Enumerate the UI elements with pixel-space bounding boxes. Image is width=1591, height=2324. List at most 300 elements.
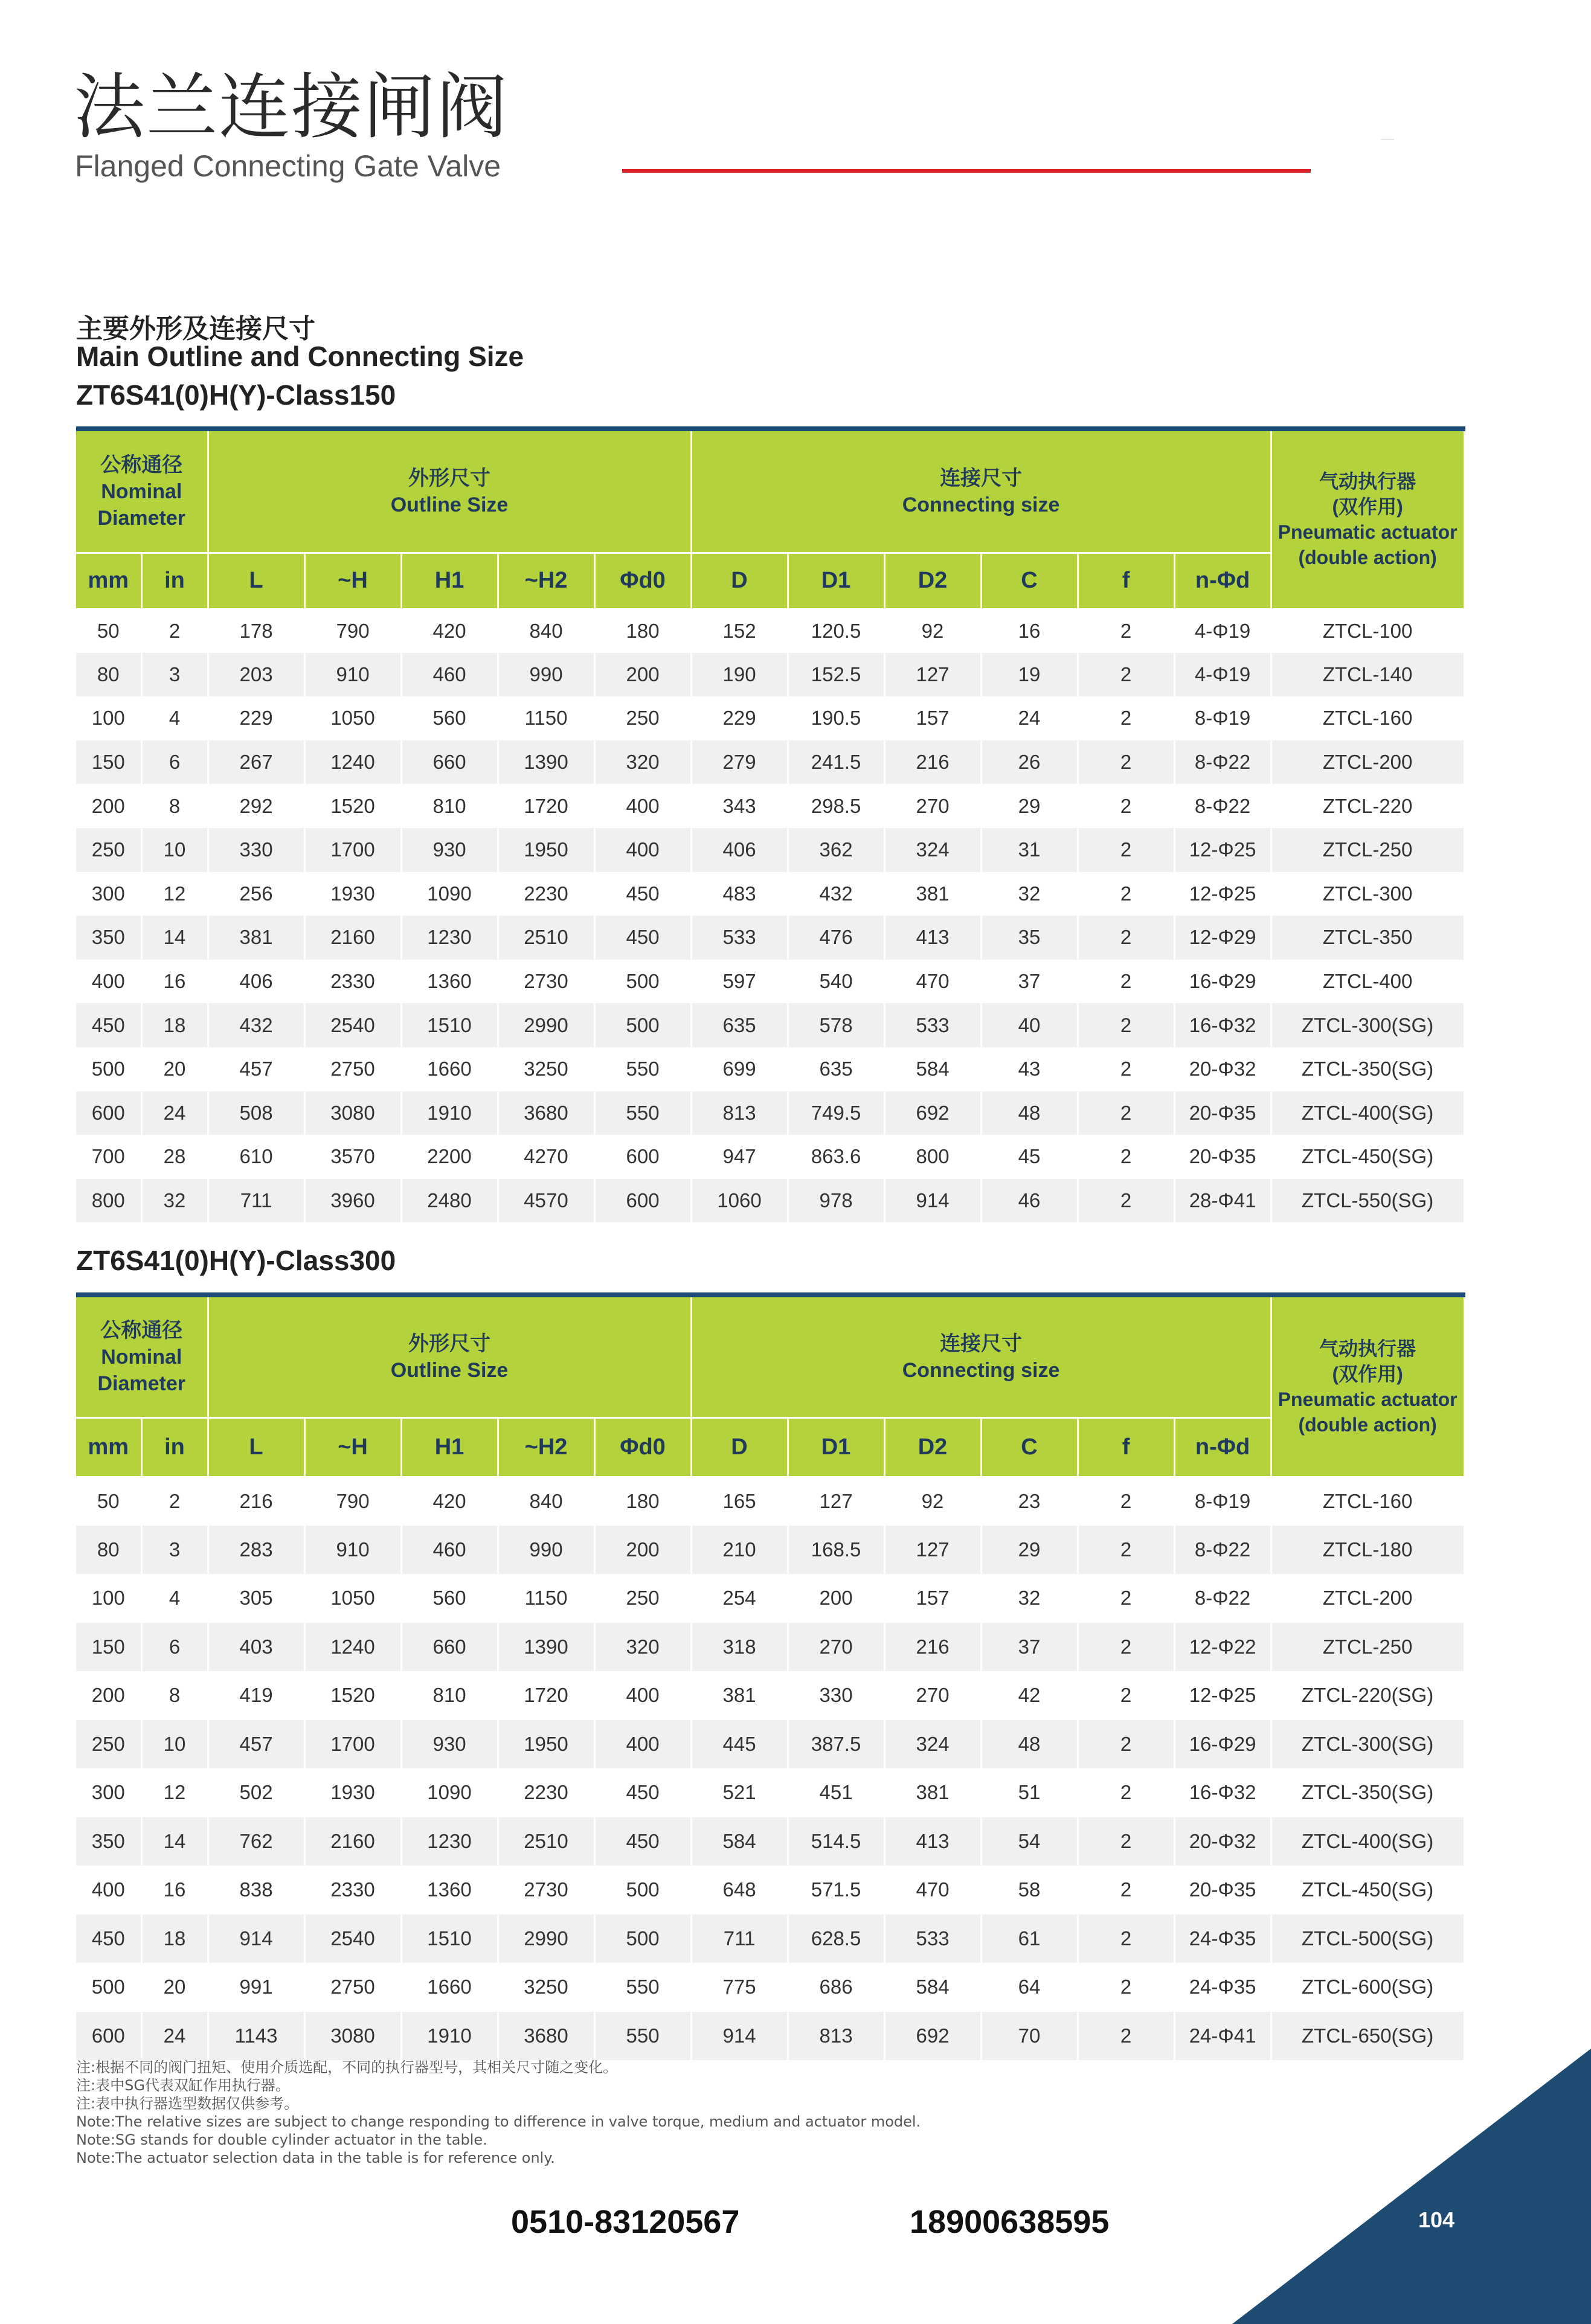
column-header: ~H [304,1417,401,1477]
table-cell: 8-Φ22 [1174,740,1271,785]
table-cell: 2 [1078,784,1174,828]
table-cell: 2 [1078,2012,1174,2061]
table-cell: 1520 [304,784,401,828]
table-cell: 4 [141,696,208,740]
table-cell: 550 [594,2012,691,2061]
header-nominal-diameter: 公称通径 Nominal Diameter [76,429,208,553]
table-cell: 127 [884,1526,981,1574]
table-cell: 483 [691,872,788,916]
table-cell: 305 [208,1574,304,1623]
table-cell: 500 [594,960,691,1004]
table-cell: 200 [76,1671,141,1720]
table-cell: ZTCL-600(SG) [1271,1963,1464,2012]
table-cell: 1950 [498,828,594,872]
table-cell: 450 [594,916,691,960]
table-cell: 2 [1078,872,1174,916]
note-line: Note:The actuator selection data in the table is for reference only. [76,2149,555,2166]
table-cell: 267 [208,740,304,785]
table-cell: 400 [76,960,141,1004]
table-cell: 790 [304,609,401,653]
table-cell: 190.5 [788,696,884,740]
table-cell: 8 [141,1671,208,1720]
table-cell: 500 [76,1963,141,2012]
table-cell: 406 [208,960,304,1004]
table-cell: 20 [141,1047,208,1091]
table-cell: 1510 [401,1915,498,1963]
table-cell: 2 [1078,828,1174,872]
table-cell: 699 [691,1047,788,1091]
phone-number-landline: 0510-83120567 [511,2204,740,2240]
table-cell: 250 [76,828,141,872]
table-cell: 635 [691,1003,788,1047]
table-cell: 70 [981,2012,1078,2061]
table-cell: 2 [1078,740,1174,785]
table-cell: 2 [1078,916,1174,960]
table-cell: 1360 [401,1866,498,1915]
table-cell: 1230 [401,916,498,960]
table-cell: 500 [594,1915,691,1963]
table-cell: 8-Φ19 [1174,696,1271,740]
table-cell: 190 [691,653,788,697]
table-cell: ZTCL-650(SG) [1271,2012,1464,2061]
table-cell: 4 [141,1574,208,1623]
table-cell: 1060 [691,1179,788,1223]
table-cell: 381 [884,872,981,916]
table-cell: 571.5 [788,1866,884,1915]
table-cell: 914 [884,1179,981,1223]
table-cell: 400 [76,1866,141,1915]
header-outline-size: 外形尺寸 Outline Size [208,1295,691,1417]
table-cell: 1150 [498,696,594,740]
table-cell: ZTCL-250 [1271,1623,1464,1672]
table-cell: ZTCL-500(SG) [1271,1915,1464,1963]
table-cell: 12 [141,1768,208,1817]
table-cell: 914 [208,1915,304,1963]
table-cell: 165 [691,1477,788,1526]
table-cell: 2730 [498,960,594,1004]
table-cell: 2 [1078,1003,1174,1047]
table-cell: 12-Φ29 [1174,916,1271,960]
table-cell: 32 [141,1179,208,1223]
table-cell: 711 [208,1179,304,1223]
table-cell: 813 [788,2012,884,2061]
column-header: D2 [884,553,981,609]
table-cell: 1150 [498,1574,594,1623]
table-cell: 403 [208,1623,304,1672]
table-cell: 2160 [304,1817,401,1866]
table-cell: 2540 [304,1915,401,1963]
table-cell: 1930 [304,872,401,916]
column-header: mm [76,553,141,609]
table-cell: 279 [691,740,788,785]
table-cell: 2 [1078,1963,1174,2012]
note-line: 注:表中执行器选型数据仅供参考。 [76,2095,299,2112]
table-cell: 6 [141,740,208,785]
table-cell: ZTCL-160 [1271,696,1464,740]
table-cell: 100 [76,1574,141,1623]
table-cell: 387.5 [788,1720,884,1769]
table-cell: 2 [1078,1623,1174,1672]
table-cell: 10 [141,828,208,872]
table-cell: 930 [401,1720,498,1769]
table-cell: 24-Φ35 [1174,1963,1271,2012]
table-cell: 432 [788,872,884,916]
table-cell: 2 [1078,1768,1174,1817]
table-cell: 1143 [208,2012,304,2061]
table-cell: 2 [141,609,208,653]
table-cell: ZTCL-200 [1271,1574,1464,1623]
table-cell: 270 [884,1671,981,1720]
table-cell: 3 [141,1526,208,1574]
note-line: 注:根据不同的阀门扭矩、使用介质选配，不同的执行器型号，其相关尺寸随之变化。 [76,2059,618,2076]
table-cell: 2 [1078,1477,1174,1526]
table-cell: 500 [76,1047,141,1091]
table-cell: 40 [981,1003,1078,1047]
table-cell: 256 [208,872,304,916]
model-label-class150: ZT6S41(0)H(Y)-Class150 [76,379,396,411]
table-cell: 127 [788,1477,884,1526]
section-title-en: Main Outline and Connecting Size [76,341,524,372]
table-cell: 460 [401,1526,498,1574]
column-header: ~H2 [498,553,594,609]
table-cell: 451 [788,1768,884,1817]
header-pneumatic-actuator: 气动执行器 (双作用) Pneumatic actuator (double action) [1271,1295,1464,1477]
table-cell: 241.5 [788,740,884,785]
table-cell: 8 [141,784,208,828]
table-cell: 3 [141,653,208,697]
page-number: 104 [1418,2207,1455,2232]
table-cell: 216 [884,1623,981,1672]
table-cell: 12-Φ22 [1174,1623,1271,1672]
table-cell: 991 [208,1963,304,2012]
table-cell: 800 [76,1179,141,1223]
table-cell: ZTCL-180 [1271,1526,1464,1574]
table-cell: 20-Φ35 [1174,1091,1271,1135]
table-cell: 914 [691,2012,788,2061]
table-cell: 120.5 [788,609,884,653]
table-cell: ZTCL-140 [1271,653,1464,697]
table-cell: 2750 [304,1963,401,2012]
table-cell: 24 [141,2012,208,2061]
table-cell: 6 [141,1623,208,1672]
table-cell: 58 [981,1866,1078,1915]
table-cell: 450 [76,1915,141,1963]
table-cell: 990 [498,1526,594,1574]
table-cell: 700 [76,1135,141,1179]
table-cell: 762 [208,1817,304,1866]
table-cell: 610 [208,1135,304,1179]
table-cell: 500 [594,1866,691,1915]
table-cell: 100 [76,696,141,740]
table-cell: 229 [691,696,788,740]
table-cell: 413 [884,1817,981,1866]
table-cell: 2 [1078,1047,1174,1091]
table-cell: 320 [594,1623,691,1672]
table-cell: 1390 [498,1623,594,1672]
table-cell: 37 [981,1623,1078,1672]
table-cell: 324 [884,828,981,872]
table-cell: 3570 [304,1135,401,1179]
table-cell: 152 [691,609,788,653]
table-cell: 12-Φ25 [1174,1671,1271,1720]
table-cell: 26 [981,740,1078,785]
model-label-class300: ZT6S41(0)H(Y)-Class300 [76,1245,396,1276]
table-cell: ZTCL-350(SG) [1271,1047,1464,1091]
table-cell: 432 [208,1003,304,1047]
table-cell: 1720 [498,784,594,828]
column-header: D1 [788,553,884,609]
table-cell: 229 [208,696,304,740]
table-cell: 1660 [401,1047,498,1091]
table-cell: ZTCL-300 [1271,872,1464,916]
column-header: f [1078,553,1174,609]
table-cell: 28 [141,1135,208,1179]
table-cell: ZTCL-220 [1271,784,1464,828]
table-cell: 24-Φ41 [1174,2012,1271,2061]
table-cell: 2 [1078,1526,1174,1574]
table-cell: 2990 [498,1915,594,1963]
table-cell: 24 [141,1091,208,1135]
header-connecting-size: 连接尺寸 Connecting size [691,1295,1271,1417]
table-cell: 2510 [498,1817,594,1866]
table-cell: 362 [788,828,884,872]
header-connecting-size: 连接尺寸 Connecting size [691,429,1271,553]
table-cell: 457 [208,1720,304,1769]
table-cell: 43 [981,1047,1078,1091]
table-cell: 692 [884,1091,981,1135]
table-cell: 2330 [304,960,401,1004]
table-cell: 838 [208,1866,304,1915]
table-cell: ZTCL-450(SG) [1271,1135,1464,1179]
table-cell: 1050 [304,696,401,740]
table-cell: 2 [1078,960,1174,1004]
table-cell: 28-Φ41 [1174,1179,1271,1223]
table-cell: 775 [691,1963,788,2012]
table-cell: 14 [141,916,208,960]
table-cell: 502 [208,1768,304,1817]
header-pneumatic-actuator: 气动执行器 (双作用) Pneumatic actuator (double action) [1271,429,1464,609]
table-cell: 2750 [304,1047,401,1091]
table-cell: 584 [884,1047,981,1091]
table-cell: ZTCL-400 [1271,960,1464,1004]
table-cell: 420 [401,1477,498,1526]
table-cell: 180 [594,1477,691,1526]
table-cell: 48 [981,1091,1078,1135]
table-cell: 12 [141,872,208,916]
table-cell: 20-Φ32 [1174,1047,1271,1091]
table-cell: 3080 [304,1091,401,1135]
table-cell: 180 [594,609,691,653]
table-cell: 2 [1078,1091,1174,1135]
table-cell: 16-Φ32 [1174,1003,1271,1047]
table-cell: 711 [691,1915,788,1963]
table-cell: ZTCL-400(SG) [1271,1091,1464,1135]
table-cell: 2200 [401,1135,498,1179]
table-cell: 2 [1078,1574,1174,1623]
column-header: f [1078,1417,1174,1477]
table-cell: 157 [884,1574,981,1623]
table-cell: 533 [884,1915,981,1963]
table-cell: 200 [76,784,141,828]
section-title-cn: 主要外形及连接尺寸 [76,313,315,344]
table-cell: 178 [208,609,304,653]
column-header: C [981,553,1078,609]
column-header: Φd0 [594,553,691,609]
table-cell: 31 [981,828,1078,872]
table-cell: 350 [76,1817,141,1866]
table-cell: 50 [76,609,141,653]
column-header: Φd0 [594,1417,691,1477]
table-cell: 578 [788,1003,884,1047]
table-cell: 813 [691,1091,788,1135]
table-cell: 863.6 [788,1135,884,1179]
table-cell: 840 [498,609,594,653]
table-cell: 2230 [498,1768,594,1817]
table-cell: 37 [981,960,1078,1004]
table-cell: 1050 [304,1574,401,1623]
column-header: ~H2 [498,1417,594,1477]
table-cell: 10 [141,1720,208,1769]
table-cell: 381 [208,916,304,960]
table-cell: 550 [594,1963,691,2012]
table-cell: 20-Φ35 [1174,1135,1271,1179]
table-cell: 14 [141,1817,208,1866]
table-cell: 460 [401,653,498,697]
table-cell: 92 [884,1477,981,1526]
column-header: D1 [788,1417,884,1477]
column-header: H1 [401,1417,498,1477]
table-cell: 2 [1078,653,1174,697]
table-cell: 300 [76,872,141,916]
header-nominal-diameter: 公称通径 Nominal Diameter [76,1295,208,1417]
table-cell: 12-Φ25 [1174,828,1271,872]
table-cell: 457 [208,1047,304,1091]
table-cell: 318 [691,1623,788,1672]
table-cell: 990 [498,653,594,697]
table-cell: 19 [981,653,1078,697]
table-cell: 660 [401,1623,498,1672]
table-cell: 16 [981,609,1078,653]
table-cell: 2 [1078,1720,1174,1769]
table-cell: 597 [691,960,788,1004]
table-cell: 203 [208,653,304,697]
table-cell: 80 [76,1526,141,1574]
table-cell: 419 [208,1671,304,1720]
table-cell: 450 [594,1817,691,1866]
table-cell: 32 [981,1574,1078,1623]
table-cell: 20 [141,1963,208,2012]
table-cell: 1240 [304,740,401,785]
table-cell: 8-Φ22 [1174,1574,1271,1623]
column-header: n-Φd [1174,553,1271,609]
note-line: Note:SG stands for double cylinder actuator in the table. [76,2131,487,2148]
table-cell: 152.5 [788,653,884,697]
table-cell: ZTCL-450(SG) [1271,1866,1464,1915]
table-cell: 32 [981,872,1078,916]
table-cell: 470 [884,960,981,1004]
table-cell: 2 [1078,696,1174,740]
table-cell: 168.5 [788,1526,884,1574]
table-cell: 1520 [304,1671,401,1720]
table-cell: ZTCL-350(SG) [1271,1768,1464,1817]
table-cell: 42 [981,1671,1078,1720]
table-cell: 533 [691,916,788,960]
table-cell: 343 [691,784,788,828]
table-cell: 2 [141,1477,208,1526]
table-cell: 560 [401,696,498,740]
table-cell: ZTCL-160 [1271,1477,1464,1526]
table-cell: 330 [788,1671,884,1720]
table-cell: 3250 [498,1047,594,1091]
table-cell: 2510 [498,916,594,960]
table-cell: 48 [981,1720,1078,1769]
table-cell: 298.5 [788,784,884,828]
table-cell: 250 [76,1720,141,1769]
table-cell: 600 [76,2012,141,2061]
table-cell: ZTCL-550(SG) [1271,1179,1464,1223]
table-cell: 1240 [304,1623,401,1672]
column-header: C [981,1417,1078,1477]
table-cell: 1090 [401,1768,498,1817]
table-cell: 521 [691,1768,788,1817]
table-cell: 4270 [498,1135,594,1179]
table-cell: 45 [981,1135,1078,1179]
table-cell: 450 [594,872,691,916]
table-cell: 2 [1078,1915,1174,1963]
table-cell: 50 [76,1477,141,1526]
table-cell: 20-Φ32 [1174,1817,1271,1866]
table-cell: 350 [76,916,141,960]
table-cell: 1090 [401,872,498,916]
table-cell: 24-Φ35 [1174,1915,1271,1963]
table-cell: 270 [788,1623,884,1672]
table-cell: 80 [76,653,141,697]
table-cell: 1660 [401,1963,498,2012]
table-cell: 400 [594,1671,691,1720]
table-cell: 584 [884,1963,981,2012]
page-title-en: Flanged Connecting Gate Valve [75,149,501,183]
table-cell: 2540 [304,1003,401,1047]
table-cell: 157 [884,696,981,740]
table-cell: 300 [76,1768,141,1817]
table-cell: 1360 [401,960,498,1004]
table-cell: 270 [884,784,981,828]
table-cell: ZTCL-300(SG) [1271,1003,1464,1047]
table-cell: 16 [141,960,208,1004]
table-cell: 1720 [498,1671,594,1720]
table-cell: 92 [884,609,981,653]
table-cell: 200 [594,653,691,697]
table-cell: 947 [691,1135,788,1179]
table-cell: 250 [594,1574,691,1623]
table-cell: 1390 [498,740,594,785]
table-cell: 216 [884,740,981,785]
column-header: H1 [401,553,498,609]
table-cell: 1700 [304,828,401,872]
table-cell: 2 [1078,1817,1174,1866]
table-cell: 3080 [304,2012,401,2061]
table-cell: 254 [691,1574,788,1623]
table-cell: 470 [884,1866,981,1915]
column-header: D2 [884,1417,981,1477]
column-header: in [141,1417,208,1477]
table-cell: 2990 [498,1003,594,1047]
table-cell: 500 [594,1003,691,1047]
table-cell: 420 [401,609,498,653]
table-cell: 250 [594,696,691,740]
table-cell: 2 [1078,1866,1174,1915]
table-cell: ZTCL-200 [1271,740,1464,785]
